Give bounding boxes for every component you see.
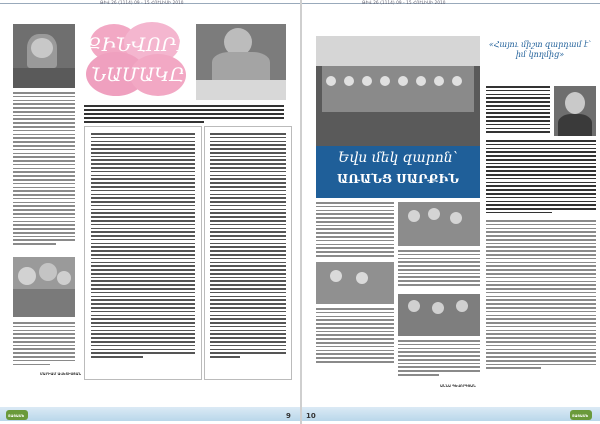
intro-text bbox=[84, 105, 284, 125]
article-col-1 bbox=[316, 202, 394, 259]
headline-line-1: Եվս մեկ զարոն՝ bbox=[338, 150, 458, 166]
title-line-2: ՆԱՄԱԿԸ bbox=[91, 64, 185, 86]
writing-photo bbox=[196, 24, 286, 100]
right-page-number: 10 bbox=[306, 412, 316, 420]
left-footer-band bbox=[0, 407, 300, 421]
left-page-number: 9 bbox=[286, 412, 291, 420]
headline-line-2: ԱՌԱՆՑ ՍԱՐՔԻՆ bbox=[336, 172, 460, 186]
quote-title: «Հայու միշտ զարդամ է՝ իմ կողմից» bbox=[488, 40, 592, 59]
quote-intro-text bbox=[486, 86, 550, 135]
letter-block bbox=[84, 126, 202, 380]
right-top-rule bbox=[302, 0, 600, 6]
letter-block-2 bbox=[204, 126, 292, 380]
left-footer-tag: ՏԱՅԱՄԵ bbox=[8, 414, 25, 418]
left-running-head: ԹԻՎ 26 (1114) 09 - 15 ՀՈՒԼԻՍԻ 2010 bbox=[100, 0, 184, 5]
article-col-4 bbox=[398, 340, 480, 378]
left-col-text-bottom bbox=[13, 322, 75, 367]
small-photo-2 bbox=[316, 262, 394, 304]
title-line-1: ՔԻՆՎՈՐԻ bbox=[85, 34, 191, 56]
right-running-head: ԹԻՎ 26 (1114) 09 - 15 ՀՈՒԼԻՍԻ 2010 bbox=[362, 0, 446, 5]
quote-bold-text bbox=[486, 140, 596, 216]
right-footer-tag: ՏԱՅԱՄԵ bbox=[572, 414, 589, 418]
children-photo bbox=[13, 257, 75, 317]
right-page bbox=[302, 0, 600, 424]
portrait-photo bbox=[554, 86, 596, 136]
small-photo-1 bbox=[398, 202, 480, 246]
article-col-3 bbox=[316, 308, 394, 365]
soldier-photo bbox=[13, 24, 75, 88]
left-col-text bbox=[13, 92, 75, 247]
right-signature: ԱՆՆԱ ԳԵՎՈՐԳՅԱՆ bbox=[440, 384, 476, 388]
right-footer-band bbox=[302, 407, 600, 421]
article-col-2 bbox=[398, 250, 480, 288]
title-bubble-area bbox=[84, 22, 192, 100]
quote-body-text bbox=[486, 220, 596, 371]
left-signature: ՄԱՐԻԱՄ ԱՎԵՏԻՍՅԱՆ bbox=[40, 372, 82, 376]
small-photo-3 bbox=[398, 294, 480, 336]
